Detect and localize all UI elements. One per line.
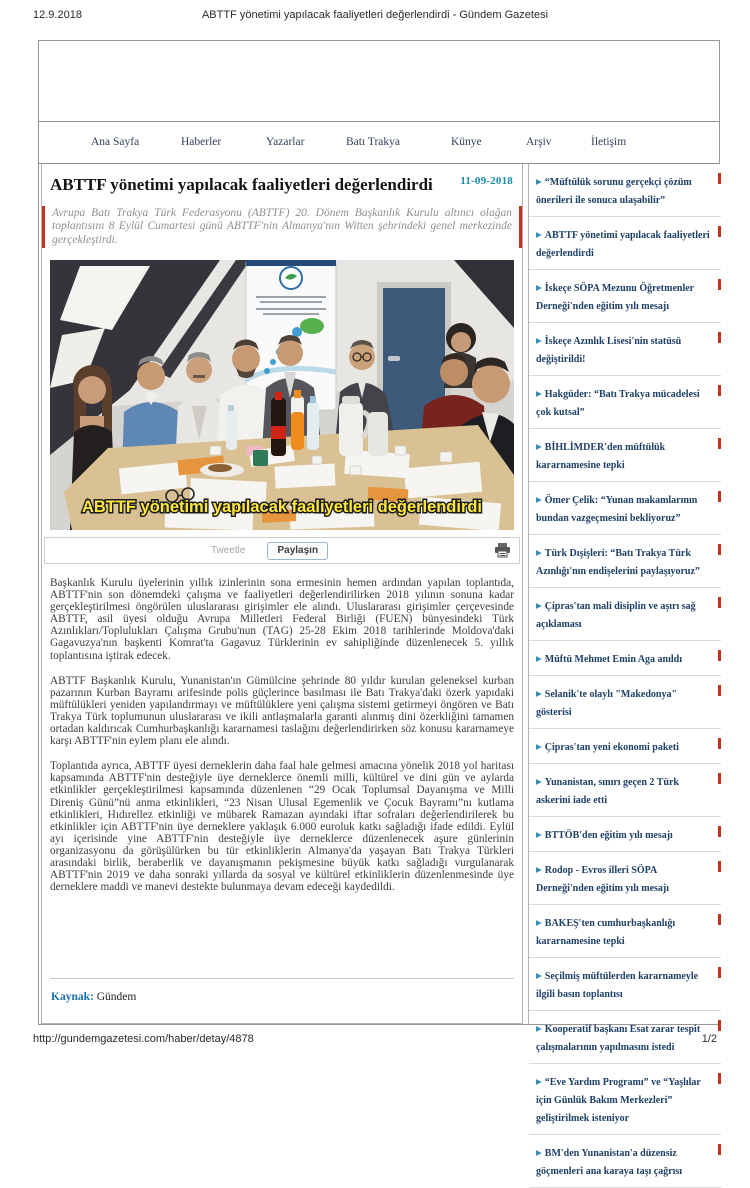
arrow-bullet-icon: ▶ [536,864,542,874]
tweet-button[interactable]: Tweetle [211,545,246,556]
sidebar-headline-16[interactable] [529,905,721,957]
sidebar-headline-8[interactable] [529,535,721,587]
arrow-bullet-icon: ▶ [536,176,542,186]
sidebar-headline-text: Türk Dışişleri: “Batı Trakya Türk Azınlığı'nın endişelerini paylaşıyoruz” [536,548,700,577]
sidebar-headline-19[interactable] [529,1064,721,1134]
article-paragraph-2: ABTTF Başkanlık Kurulu, Yunanistan'ın Gümülcine şehrinde 80 yıldır kurulan geleneksel kurban pazarının Kurban Bayramı arifesinde polis güçlerince basılması ile Batı Trakya'daki özerk yapıdaki müftülükleri yeniden yapılandırmayı ve müftülüklere yeni çalışma sistemi getirmeyi öngören ve Batı Trakya Türk toplumunun uluslararası ve ikili antlaşmalarla garanti alınmış dini özerkliğini tamamen ortadan kaldırıcak Cumhurbaşkanlığı kararnamesi taslağını değerlendirirken söz konusu kararnameye karşı ABTTF'nin eylem planı ele alındı. [50,674,514,748]
article-photo [50,260,514,530]
share-bar [44,537,520,564]
meeting-photo-illustration [50,260,514,530]
arrow-bullet-icon: ▶ [536,388,542,398]
sidebar-headline-4[interactable] [529,323,721,375]
arrow-bullet-icon: ▶ [536,829,542,839]
nav-item-haberler[interactable]: Haberler [181,136,222,148]
article-summary: Avrupa Batı Trakya Türk Federasyonu (ABTTF) 20. Dönem Başkanlık Kurulu altıncı olağan toplantısını 8 Eylül Cumartesi günü ABTTF'nin Almanya'nın Witten şehrindeki genel merkezinde gerçekleştirdi. [42,206,522,249]
arrow-bullet-icon: ▶ [536,441,542,451]
nav-item-yazarlar[interactable]: Yazarlar [266,136,305,148]
arrow-bullet-icon: ▶ [536,494,542,504]
photo-caption-text: ABTTF yönetimi yapılacak faaliyetleri değerlendirdi [82,497,482,516]
arrow-bullet-icon: ▶ [536,1147,542,1157]
sidebar-headline-text: Selanik'te olaylı "Makedonya" gösterisi [536,689,678,718]
nav-item-iletisim[interactable]: İletişim [591,136,627,148]
arrow-bullet-icon: ▶ [536,688,542,698]
source-line [51,991,136,1003]
article-date: 11-09-2018 [460,175,513,187]
sidebar-headline-text: BİHLİMDER'den müftülük kararnamesine tepki [536,442,666,471]
print-footer-url: http://gundemgazetesi.com/haber/detay/4878 [33,1033,254,1045]
sidebar-headline-text: BAKEŞ'ten cumhurbaşkanlığı kararnamesine tepki [536,918,676,947]
nav-item-bati-trakya[interactable]: Batı Trakya [346,136,400,148]
arrow-bullet-icon: ▶ [536,547,542,557]
article-paragraph-1: Başkanlık Kurulu üyelerinin yıllık izinlerinin sona ermesinin hemen ardından yapılan toplantıda, ABTTF'nin son dönemdeki çalışma ve faaliyetleri değerlendirilirken 2018 yılının sonuna kadar gerçekleştirilmesi öngörülen uluslararası girişimler ele alındı. Uluslararası girişimler çerçevesinde ABTTF, asil üyesi olduğu Avrupa Milletleri Federal Birliği (FUEN) bünyesindeki Türk Azınlıkları/Toplulukları Çalışma Grubu'nun (TAG) 25-28 Ekim 2018 tarihlerinde Moldova'daki Gagavuzya'nın başkenti Komrat'ta Gagavuz Türklerinin ev sahipliğinde düzenlenecek 5. yıllık toplantısına iştirak edecek. [50,577,514,662]
sidebar-headline-text: BM'den Yunanistan'a düzensiz göçmenleri ana karaya taşı çağrısı [536,1148,683,1177]
sidebar-headline-12[interactable] [529,729,721,763]
sidebar-headline-text: “Eve Yardım Programı” ve “Yaşlılar için Günlük Bakım Merkezleri” geliştirilmek isteniyor [536,1077,701,1124]
sidebar-headline-7[interactable] [529,482,721,534]
sidebar-headline-text: Kooperatif başkanı Esat zarar tespit çalışmalarının yapılmasını istedi [536,1024,701,1053]
arrow-bullet-icon: ▶ [536,1023,542,1033]
sidebar-headline-text: Müftü Mehmet Emin Aga anıldı [544,654,683,665]
article-title: ABTTF yönetimi yapılacak faaliyetleri değerlendirdi [50,175,433,194]
article-paragraph-3: Toplantıda ayrıca, ABTTF üyesi derneklerin daha faal hale gelmesi amacına yönelik 2018 yol haritası kapsamında ABTTF'nin desteğiyle üye derneklerce önemli milli, kültürel ve dini gün ve aylarda etkinlikler gerçekleştirilmesi kapsamında düzenlenen “29 Ocak Toplumsal Dayanışma ve Milli Direniş Günü”nü anma etkinlikleri, “23 Nisan Ulusal Egemenlik ve Çocuk Bayramı”nı kutlama etkinlikleri, Hıdırellez etkinliği ve mübarek Ramazan ayındaki iftar sofraları değerlendirilerek bu etkinlikler için ABTTF'nin üye derneklere yaklaşık 6.000 euroluk katkı sağladığı ifade edildi. Eylül ayı içerisinde yine ABTTF'nin desteğiyle üye derneklerce düzenlenecek aşure günlerinin organizasyonu da görüşülürken bu tür etkinliklerin Almanya'da yaşayan Batı Trakya Türkleri arasındaki birlik, beraberlik ve dayanışmanın pekişmesine büyük katkı sağladığı vurgulanarak ABTTF'nin 2019 ve daha sonraki yıllarda da sosyal ve kültürel etkinliklerin düzenlenmesinde üye derneklere maddi ve manevi destekte bulunmaya devam edeceği kaydedildi. [50,760,514,894]
arrow-bullet-icon: ▶ [536,741,542,751]
sidebar-headline-text: “Müftülük sorunu gerçekçi çözüm önerileri ile sonuca ulaşabilir” [536,177,692,206]
nav-item-kunye[interactable]: Künye [451,136,482,148]
arrow-bullet-icon: ▶ [536,229,542,239]
arrow-bullet-icon: ▶ [536,1076,542,1086]
sidebar-headline-1[interactable] [529,164,721,216]
print-header-date: 12.9.2018 [33,9,82,21]
sidebar-headline-17[interactable] [529,958,721,1010]
sidebar-headline-6[interactable] [529,429,721,481]
sidebar-headline-11[interactable] [529,676,721,728]
arrow-bullet-icon: ▶ [536,600,542,610]
main-nav [39,121,719,164]
sidebar-headline-13[interactable] [529,764,721,816]
sidebar-headline-2[interactable] [529,217,721,269]
sidebar-headline-14[interactable] [529,817,721,851]
sidebar-headline-20[interactable] [529,1135,721,1187]
nav-item-ana-sayfa[interactable]: Ana Sayfa [91,136,140,148]
sidebar-headline-text: Çipras'tan mali disiplin ve aşırı sağ açıklaması [536,601,696,630]
sidebar-headline-text: Yunanistan, sınırı geçen 2 Türk askerini iade etti [536,777,679,806]
print-header-title: ABTTF yönetimi yapılacak faaliyetleri değerlendirdi - Gündem Gazetesi [201,9,549,21]
sidebar-headline-text: ABTTF yönetimi yapılacak faaliyetleri değerlendirdi [536,230,710,259]
sidebar-headline-text: Hakgüder: “Batı Trakya mücadelesi çok kutsal” [536,389,700,418]
sidebar-headline-text: İskeçe SÖPA Mezunu Öğretmenler Derneği'nden eğitim yılı mesajı [536,283,694,312]
sidebar-headline-18[interactable] [529,1011,721,1063]
share-button[interactable]: Paylaşın [267,542,328,560]
sidebar-headline-text: Ömer Çelik: “Yunan makamlarının bundan vazgeçmesini bekliyoruz” [536,495,698,524]
sidebar-headline-text: Rodop - Evros illeri SÖPA Derneği'nden eğitim yılı mesajı [536,865,670,894]
masthead-area [39,41,719,121]
sidebar-headline-text: Çipras'tan yeni ekonomi paketi [544,742,679,753]
sidebar-headline-text: Seçilmiş müftülerden kararnameyle ilgili basın toplantısı [536,971,699,1000]
arrow-bullet-icon: ▶ [536,970,542,980]
source-value: Gündem [96,991,137,1003]
nav-item-arsiv[interactable]: Arşiv [526,136,552,148]
sidebar-headline-3[interactable] [529,270,721,322]
source-label: Kaynak: [51,991,94,1003]
arrow-bullet-icon: ▶ [536,282,542,292]
sidebar-headline-9[interactable] [529,588,721,640]
printer-icon[interactable] [494,543,511,558]
sidebar-headline-15[interactable] [529,852,721,904]
arrow-bullet-icon: ▶ [536,335,542,345]
sidebar-headline-5[interactable] [529,376,721,428]
sidebar-headline-text: İskeçe Azınlık Lisesi'nin statüsü değiştirildi! [536,336,682,365]
source-divider [50,978,514,979]
print-footer-page: 1/2 [701,1033,717,1045]
article-column [41,164,523,1024]
sidebar-headline-text: BTTÖB'den eğitim yılı mesajı [544,830,673,841]
arrow-bullet-icon: ▶ [536,776,542,786]
arrow-bullet-icon: ▶ [536,917,542,927]
arrow-bullet-icon: ▶ [536,653,542,663]
sidebar-headline-10[interactable] [529,641,721,675]
